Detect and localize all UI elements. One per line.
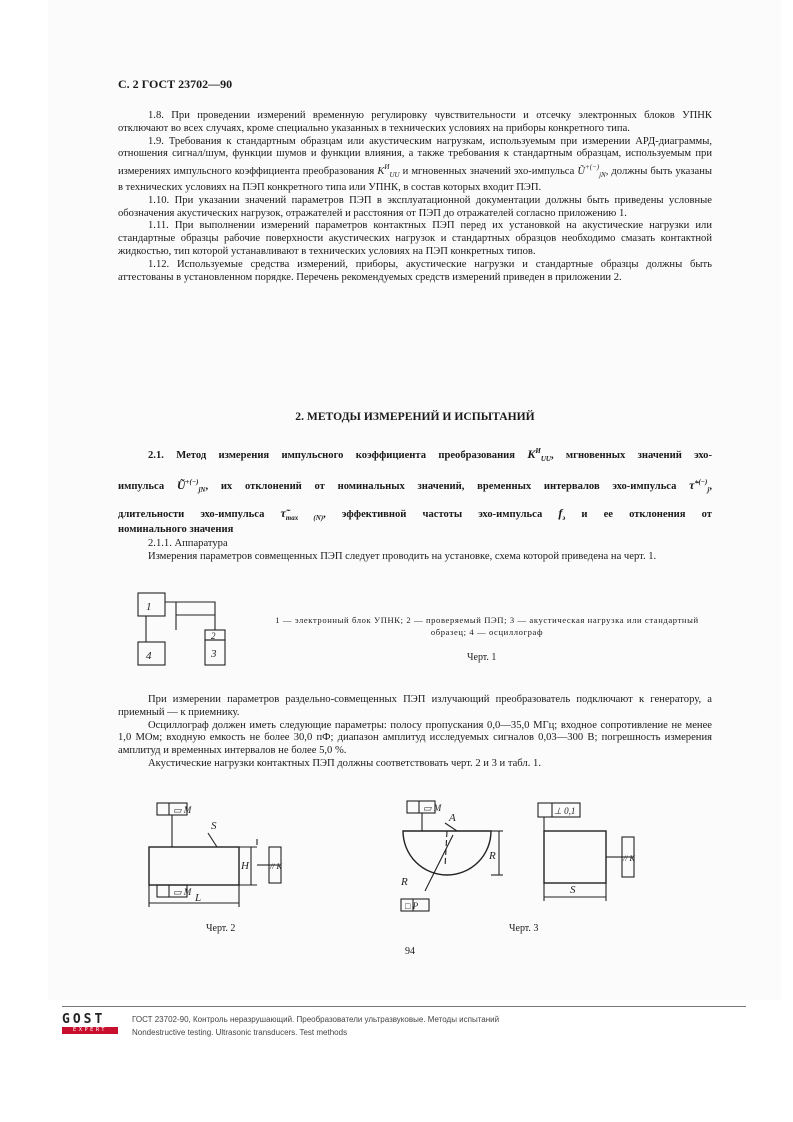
figure-1-caption: Черт. 1: [467, 652, 497, 663]
paragraph-1-11: 1.11. При выполнении измерений параметров контактных ПЭП перед их установкой на акустические нагрузки или стандартные образцы рабочие поверхности акустических нагрузок и стандартных образцов необходимо смазать контактной жидкостью, тип которой устанавливают в технических условиях на ПЭП конкретных типов.: [118, 220, 712, 257]
footer-title-en: Nondestructive testing. Ultrasonic transducers. Test methods: [132, 1028, 348, 1037]
page-number: 94: [405, 946, 415, 957]
section-title: 2. МЕТОДЫ ИЗМЕРЕНИЙ И ИСПЫТАНИЙ: [295, 410, 535, 423]
fig3-label-r2: R: [401, 876, 408, 888]
paragraph-1-12: 1.12. Используемые средства измерений, приборы, акустические нагрузки и стандартные образцы должны быть аттестованы в установленном порядке. Перечень рекомендуемых средств измерений приведен в приложении 2.: [118, 258, 712, 283]
paragraph-1-9-part-c: , должны быть указаны в технических условиях на ПЭП конкретного типа или УПНК, в состав которых входит ПЭП.: [118, 166, 713, 193]
figure-1-legend: 1 — электронный блок УПНК; 2 — проверяемый ПЭП; 3 — акустическая нагрузка или стандартный образец; 4 — осциллограф: [275, 615, 699, 637]
figure-2-caption: Черт. 2: [206, 923, 236, 934]
fig1-label-4: 4: [146, 650, 152, 662]
paragraph-oscilloscope: Осциллограф должен иметь следующие параметры: полосу пропускания 0,0—35,0 МГц; входное сопротивление не менее 1,0 МОм; входную емкость не более 30,0 пФ; диапазон амплитуд исследуемых сигналов 0,03—300 В; погрешность измерения амплитуд и временных интервалов не более 5,0 %.: [118, 719, 712, 757]
body-text-2-1-1: [118, 538, 712, 564]
heading-2-1-line-2: импульса $Ũ^{+(-)}_{jN}$, их отклонений от номинальных значений, временных интервалов эхо-импульса $\taũ^{+(-)}_j$,: [118, 478, 712, 494]
fig1-block-1: [138, 593, 165, 616]
subsection-2-1-1: 2.1.1. Аппаратура: [148, 538, 228, 549]
paragraph-1-9: [118, 136, 712, 195]
figure-3-caption: Черт. 3: [509, 923, 539, 934]
fig2-label-s: S: [211, 820, 217, 832]
logo-top-text: GOST: [62, 1012, 106, 1027]
fig3-label-r1: R: [489, 850, 496, 862]
fig3-label-a: A: [449, 812, 456, 824]
fig3-tol-top: ▭ M: [423, 803, 442, 813]
paragraph-acoustic: Акустические нагрузки контактных ПЭП должны соответствовать черт. 2 и 3 и табл. 1.: [148, 757, 541, 769]
page-header: С. 2 ГОСТ 23702—90: [118, 77, 233, 91]
fig1-label-1: 1: [146, 601, 152, 613]
heading-symbol-k: $K^И_{UU}$: [527, 447, 551, 463]
footer-title-ru: ГОСТ 23702-90, Контроль неразрушающий. Преобразователи ультразвуковые. Методы испытаний: [132, 1015, 500, 1024]
heading-symbol-f: $f_э$: [558, 506, 566, 522]
heading-symbol-u: $Ũ^{+(-)}_{jN}$: [176, 478, 206, 494]
fig3b-label-s: S: [570, 884, 576, 896]
figure-1-schematic: [128, 585, 248, 665]
heading-2-1-line-4: номинального значения: [118, 524, 234, 535]
fig3b-par: // K: [623, 854, 635, 863]
body-text-after-fig1: [118, 694, 712, 771]
footer-divider: [62, 1006, 746, 1007]
body-text-section-1: [118, 110, 712, 284]
heading-symbol-t: $\taũ^{+(-)}_j$: [689, 478, 710, 494]
fig2-body: [149, 847, 239, 885]
fig3-half-cylinder: [403, 831, 491, 875]
symbol-k-uu: $K^И_{UU}$: [377, 163, 400, 180]
fig2-par: // K: [270, 862, 282, 871]
heading-2-1-line-1: 2.1. Метод измерения импульсного коэффициента преобразования $K^И_{UU}$, мгновенных значений эхо-: [148, 447, 713, 463]
figure-2-drawing: [145, 795, 305, 915]
paragraph-separate: При измерении параметров раздельно-совмещенных ПЭП излучающий преобразователь подключают к генератору, а приемный — к приемнику.: [118, 694, 712, 718]
paragraph-1-8: 1.8. При проведении измерений временную регулировку чувствительности и отсечку электронных блоков УПНК отключают во всех случаях, кроме специально указанных в технических условиях на приборы конкретного типа.: [118, 110, 712, 134]
fig1-line-right: [165, 602, 215, 630]
fig1-label-3: 3: [211, 648, 217, 660]
figure-3b-drawing: [530, 795, 670, 915]
fig2-tol-bot: ▭ M: [173, 887, 192, 897]
fig3-tol-bot: □ P: [405, 901, 419, 911]
fig1-label-2: 2: [211, 631, 216, 641]
logo-bottom-text: EXPERT: [62, 1027, 118, 1034]
fig2-label-h: H: [241, 860, 249, 872]
heading-symbol-tmax: $\taũ_{max (N)}$: [280, 506, 324, 522]
heading-2-1-line-3: длительности эхо-импульса $\taũ_{max (N)}$, эффективной частоты эхо-импульса $f_э$ и ее отклонения от: [118, 506, 712, 522]
paragraph-1-9-part-b: и мгновенных значений эхо-импульса: [402, 166, 575, 178]
gost-expert-logo: [62, 1013, 118, 1034]
paragraph-1-9-part-a: 1.9. Требования к стандартным образцам или акустическим нагрузкам, используемым при измерении АРД-диаграммы, отношения сигнал/шум, функции шумов и функции влияния, а также требования к стандартным образцам, используемым при измерениях импульсного коэффициента преобразования: [118, 135, 712, 178]
fig2-tol-top: ▭ M: [173, 805, 192, 815]
fig3b-tol: ⊥ 0,1: [554, 806, 576, 816]
symbol-u-jn: $Ũ^{+(-)}_{jN}$: [577, 163, 606, 180]
paragraph-1-10: 1.10. При указании значений параметров ПЭП в эксплуатационной документации должны быть приведены условные обозначения акустических нагрузок, отражателей и расстояния от ПЭП до отражателей согласно приложению 1.: [118, 194, 712, 219]
paragraph-measure: Измерения параметров совмещенных ПЭП следует проводить на установке, схема которой приведена на черт. 1.: [148, 550, 657, 562]
fig3b-body: [544, 831, 606, 883]
figure-3-drawing: [395, 795, 515, 915]
fig1-block-4: [138, 642, 165, 665]
fig2-label-l: L: [195, 892, 202, 904]
